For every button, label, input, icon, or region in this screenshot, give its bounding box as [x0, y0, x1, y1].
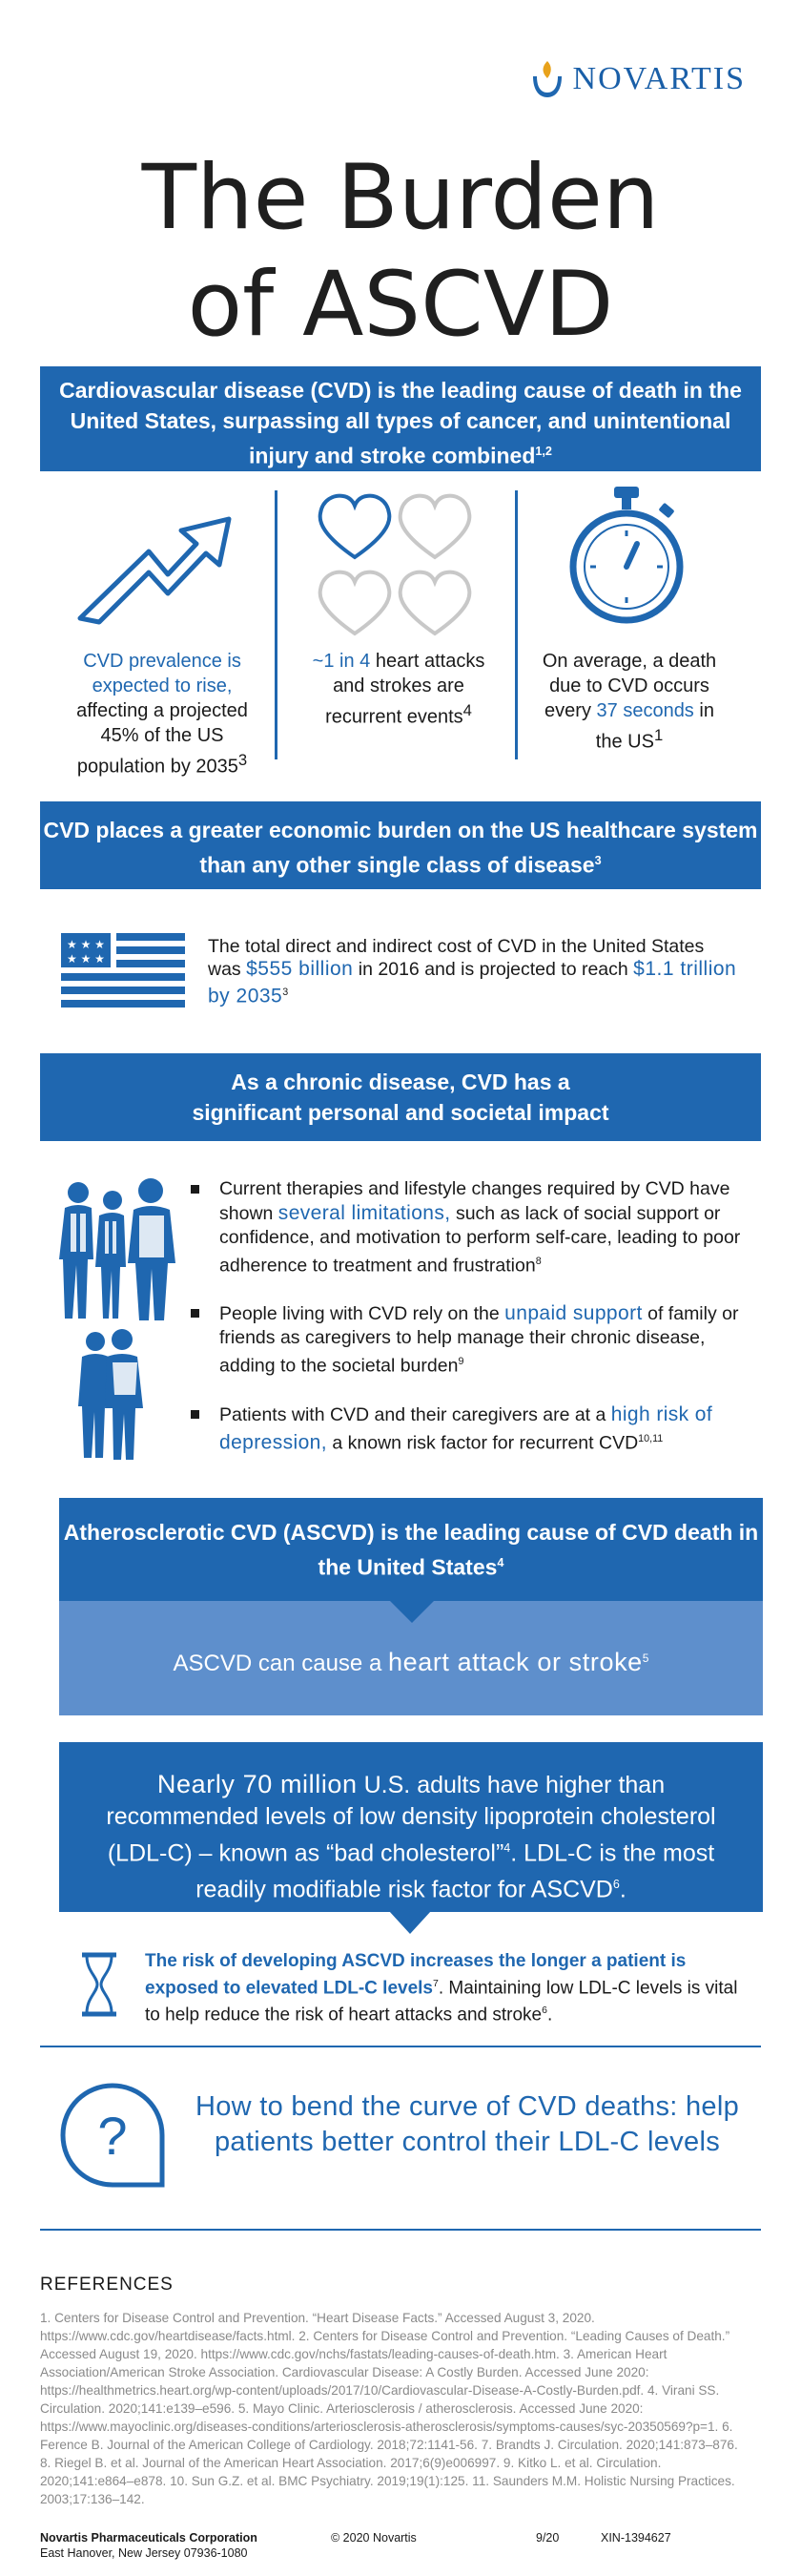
stat-prevalence	[57, 649, 267, 779]
title-line-2: of ASCVD	[187, 253, 614, 357]
chronic-disease-banner	[40, 1053, 761, 1141]
ldl-exposure-risk-text	[145, 1950, 755, 2027]
footer-address: East Hanover, New Jersey 07936-1080	[40, 2546, 248, 2560]
banner-ref: 3	[594, 854, 602, 867]
bullet-ref: 9	[458, 1356, 464, 1367]
risk-end: .	[546, 2005, 553, 2025]
bullet-highlight: high risk of depression,	[219, 1403, 713, 1454]
bullet-marker	[191, 1185, 199, 1194]
banner-text: Cardiovascular disease (CVD) is the leading cause of death in the United States, surpassing all types of cancer, and unintentional injury and stroke combined	[59, 378, 742, 468]
bullet-text-a: People living with CVD rely on the	[219, 1303, 500, 1324]
stat-recurrent-ref: 4	[462, 701, 472, 719]
title-line-1: The Burden	[141, 146, 660, 250]
ldl-c-box	[59, 1742, 763, 1912]
cvd-leading-cause-banner	[40, 366, 761, 471]
banner-ref: 4	[497, 1556, 504, 1569]
footer-code: XIN-1394627	[601, 2531, 671, 2545]
outcome-text: ASCVD can cause a	[173, 1651, 382, 1676]
trend-arrow-icon	[74, 506, 236, 630]
stat-death-highlight: 37 seconds	[596, 700, 694, 721]
divider-bottom	[40, 2229, 761, 2231]
references-list: 1. Centers for Disease Control and Prevention. “Heart Disease Facts.” Accessed August 3, 2020. https://www.cdc.gov/heartdisease/facts.html. 2. Centers for Disease Control and Prevention. “Leading Causes of Death.” Accessed August 19, 2020. https://www.cdc.gov/nchs/fastats/leading-causes-of-death.htm. 3. American Heart Association/American Stroke Association. Cardiovascular Disease: A Costly Burden. Accessed June 2020: https://healthmetrics.heart.org/wp-content/uploads/2017/10/Cardiovascular-Disease-A-Costly-Burden.pdf. 4. Virani SS. Circulation. 2020;141:e139–e596. 5. Mayo Clinic. Arteriosclerosis / atherosclerosis. Accessed June 2020: https://www.mayoclinic.org/diseases-conditions/arteriosclerosis-atherosclerosis/symptoms-causes/syc-20350569?p=1. 6. Ference B. Journal of the American College of Cardiology. 2018;72:1141-56. 7. Brandts J. Circulation. 2020;141:873–876. 8. Riegel B. et al. Journal of the American Heart Association. 2017;6(9)e006997. 9. Kitko L. et al. Circulation. 2020;141:e864–e878. 10. Sun G.Z. et al. BMC Psychiatry. 2019;19(1):125. 11. Saunders M.M. Holistic Nursing Practices. 2003;17:136–142.	[40, 2311, 738, 2506]
brand-name: NOVARTIS	[572, 61, 746, 96]
bullet-text-a: Current therapies and lifestyle changes required by CVD have shown	[219, 1178, 730, 1224]
caregiver-couple-icon	[78, 1328, 145, 1464]
ldl-ref-a: 4	[503, 1841, 511, 1855]
risk-bold: The risk of developing ASCVD increases the longer a patient is exposed to elevated LDL-C levels	[145, 1951, 687, 1999]
banner-line-1: As a chronic disease, CVD has a	[231, 1070, 570, 1094]
stat-death-rate	[534, 649, 725, 755]
footer-copyright: © 2020 Novartis	[331, 2531, 417, 2545]
bullet-depression	[191, 1402, 753, 1456]
outcome-highlight: heart attack or stroke	[387, 1648, 643, 1676]
divider-top	[40, 2046, 761, 2047]
hourglass-icon	[80, 1952, 118, 2017]
call-to-action: How to bend the curve of CVD deaths: help patients better control their LDL-C levels	[195, 2091, 740, 2157]
bullet-unpaid-support	[191, 1301, 753, 1379]
economic-cost-text	[208, 935, 742, 1008]
brand-logo	[529, 57, 746, 101]
stat-recurrent-text: heart attacks and strokes are recurrent events	[325, 651, 485, 728]
bullet-ref: 10,11	[638, 1433, 664, 1444]
stat-prevalence-ref: 3	[237, 751, 248, 769]
footer-company: Novartis Pharmaceuticals Corporation	[40, 2531, 257, 2545]
banner-ref: 1,2	[535, 445, 552, 458]
references-heading: REFERENCES	[40, 2275, 174, 2295]
banner-text: CVD places a greater economic burden on the US healthcare system than any other single class of disease	[43, 818, 758, 878]
econ-text-b: in 2016 and is projected to reach	[358, 959, 628, 980]
bullet-text-b: a known risk factor for recurrent CVD	[332, 1432, 639, 1454]
stat-recurrent-highlight: ~1 in 4	[312, 651, 371, 672]
econ-hl-2: $1.1 trillion by 2035	[208, 958, 737, 1008]
bullet-text-b: such as lack of social support or confidence, and motivation to perform self-care, leading to poor adherence to treatment and frustration	[219, 1203, 741, 1277]
ldl-text-a: U.S. adults have higher than recommended levels of low density lipoprotein cholesterol (LDL-C) – known as “bad cholesterol”	[106, 1772, 716, 1867]
risk-ref-b: 6	[542, 2005, 547, 2017]
stat-death-pre: On average, a death due to CVD occurs every	[542, 651, 717, 721]
stat-death-ref: 1	[653, 726, 664, 744]
hearts-icon	[315, 488, 477, 641]
bullet-highlight: unpaid support	[504, 1302, 643, 1324]
bullet-text-a: Patients with CVD and their caregivers are at a	[219, 1404, 606, 1425]
bullet-limitations	[191, 1177, 753, 1278]
ascvd-leading-cause-banner	[59, 1498, 763, 1601]
outcome-ref: 5	[642, 1652, 649, 1665]
stat-prevalence-text: affecting a projected 45% of the US population by 2035	[76, 700, 248, 778]
svg-text:★ ★ ★: ★ ★ ★	[67, 952, 105, 966]
risk-ref-a: 7	[433, 1979, 439, 1989]
bullet-text-b: of family or friends as caregivers to help manage their chronic disease, adding to the societal burden	[219, 1303, 739, 1377]
svg-text:★ ★ ★: ★ ★ ★	[67, 938, 105, 951]
divider-2	[515, 490, 518, 759]
economic-burden-banner	[40, 801, 761, 889]
ldl-end: .	[619, 1876, 626, 1903]
econ-ref: 3	[282, 987, 289, 998]
page-title	[0, 145, 801, 359]
bullet-highlight: several limitations,	[277, 1202, 451, 1224]
family-group-icon	[57, 1175, 181, 1324]
econ-text-a: The total direct and indirect cost of CVD in the United States was	[208, 936, 705, 980]
us-flag-icon	[61, 933, 185, 1009]
stopwatch-icon	[566, 485, 687, 628]
banner-line-2: significant personal and societal impact	[192, 1100, 609, 1125]
ldl-text-b: . LDL-C is the most readily modifiable risk factor for ASCVD	[195, 1839, 715, 1903]
divider-1	[275, 490, 277, 759]
bullet-ref: 8	[535, 1256, 542, 1267]
stat-death-post: in the US	[595, 700, 714, 753]
question-bubble-icon	[57, 2080, 168, 2196]
footer-date: 9/20	[536, 2531, 560, 2545]
ldl-highlight: Nearly 70 million	[156, 1770, 358, 1798]
econ-hl-1: $555 billion	[246, 958, 354, 980]
down-pointer	[389, 1600, 435, 1623]
novartis-flame-icon	[529, 57, 565, 101]
stat-prevalence-highlight: CVD prevalence is expected to rise,	[83, 651, 241, 696]
banner-text: Atherosclerotic CVD (ASCVD) is the leading cause of CVD death in the United States	[63, 1520, 759, 1580]
bullet-marker	[191, 1309, 199, 1318]
svg-text:?: ?	[97, 2106, 128, 2166]
bullet-marker	[191, 1410, 199, 1419]
risk-text: . Maintaining low LDL-C levels is vital to help reduce the risk of heart attacks and stroke	[145, 1978, 738, 2025]
down-pointer	[389, 1911, 431, 1934]
ldl-ref-b: 6	[612, 1878, 620, 1892]
stat-recurrent	[303, 649, 494, 730]
